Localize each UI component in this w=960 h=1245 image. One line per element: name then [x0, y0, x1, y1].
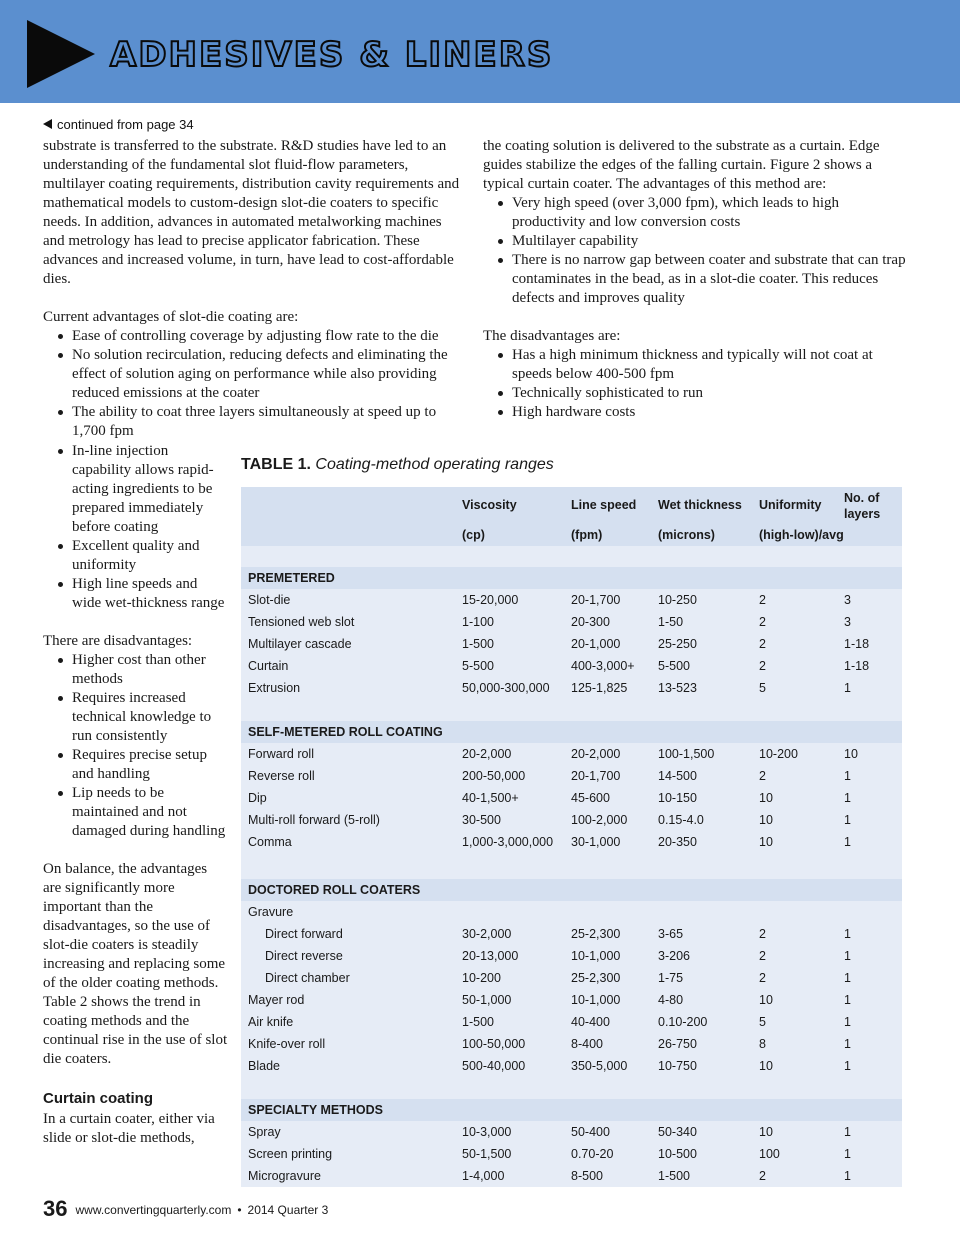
disadvantages-intro: There are disadvantages: [43, 633, 193, 649]
cell-viscosity: 10-200 [462, 971, 501, 985]
cell-thickness: 1-50 [658, 615, 684, 629]
cell-uniformity: 5 [759, 1015, 766, 1029]
cell-viscosity: 30-2,000 [462, 927, 512, 941]
cell-uniformity: 8 [759, 1037, 766, 1051]
table-row [241, 945, 902, 967]
footer-url[interactable]: www.convertingquarterly.com [75, 1203, 232, 1217]
cell-speed: 10-1,000 [571, 993, 621, 1007]
table-row [241, 1033, 902, 1055]
footer-separator: • [237, 1203, 242, 1217]
cell-uniformity: 10 [759, 813, 773, 827]
cell-uniformity: 10 [759, 993, 773, 1007]
section-premetered: PREMETERED [241, 567, 902, 589]
cell-method: Forward roll [248, 747, 314, 761]
cell-thickness: 20-350 [658, 835, 697, 849]
cell-uniformity: 10 [759, 791, 773, 805]
cell-method: Spray [248, 1125, 281, 1139]
cell-viscosity: 1-4,000 [462, 1169, 505, 1183]
cell-method: Slot-die [248, 593, 291, 607]
cell-thickness: 5-500 [658, 659, 690, 673]
cell-method: Direct forward [265, 927, 343, 941]
cell-thickness: 10-500 [658, 1147, 697, 1161]
unit-uniformity: (high-low)/avg [759, 528, 844, 542]
cell-method: Knife-over roll [248, 1037, 326, 1051]
cell-thickness: 100-1,500 [658, 747, 715, 761]
cell-viscosity: 50-1,500 [462, 1147, 512, 1161]
cell-layers: 1 [844, 769, 851, 783]
cell-layers: 1 [844, 1059, 851, 1073]
table-row [241, 809, 902, 831]
cell-viscosity: 1-500 [462, 1015, 494, 1029]
list-item: There is no narrow gap between coater and substrate that can trap contaminates in the bead, as in a slot-die coater. This reduces defects and improves quality [483, 251, 908, 308]
list-item: Requires increased technical knowledge to run consistently [43, 689, 228, 746]
cell-speed: 10-1,000 [571, 949, 621, 963]
table-label: TABLE 1. [241, 456, 311, 473]
table-row [241, 1055, 902, 1077]
cell-layers: 1 [844, 813, 851, 827]
table-row [241, 677, 902, 699]
cell-layers: 1 [844, 949, 851, 963]
cell-viscosity: 50-1,000 [462, 993, 512, 1007]
page-header [0, 0, 960, 103]
cell-viscosity: 1-100 [462, 615, 494, 629]
curtain-disadvantages-list [483, 346, 908, 422]
list-item: Very high speed (over 3,000 fpm), which leads to high productivity and low conversion costs [483, 194, 908, 232]
cell-speed: 25-2,300 [571, 927, 621, 941]
cell-layers: 1 [844, 1169, 851, 1183]
cell-uniformity: 2 [759, 659, 766, 673]
cell-layers: 1 [844, 681, 851, 695]
table-caption [241, 456, 554, 474]
curtain-continued-paragraph: the coating solution is delivered to the substrate as a curtain. Edge guides stabilize the edges of the falling curtain. Figure 2 shows a typical curtain coater. The advantages of this method are: [483, 138, 880, 192]
cell-layers: 1 [844, 1125, 851, 1139]
cell-uniformity: 5 [759, 681, 766, 695]
cell-uniformity: 2 [759, 615, 766, 629]
cell-uniformity: 2 [759, 593, 766, 607]
curtain-coating-heading: Curtain coating [43, 1090, 154, 1107]
advantages-intro: Current advantages of slot-die coating are: [43, 309, 299, 325]
table-row [241, 1121, 902, 1143]
list-item: Multilayer capability [483, 232, 908, 251]
cell-thickness: 3-206 [658, 949, 690, 963]
table-row [241, 765, 902, 787]
cell-thickness: 26-750 [658, 1037, 697, 1051]
page-footer [43, 1196, 328, 1222]
cell-thickness: 1-500 [658, 1169, 690, 1183]
unit-wet-thickness: (microns) [658, 528, 715, 542]
table-row [241, 967, 902, 989]
table-row [241, 989, 902, 1011]
cell-speed: 8-500 [571, 1169, 603, 1183]
cell-uniformity: 2 [759, 769, 766, 783]
cell-method: Air knife [248, 1015, 294, 1029]
cell-uniformity: 10-200 [759, 747, 798, 761]
table-row [241, 1143, 902, 1165]
cell-viscosity: 10-3,000 [462, 1125, 512, 1139]
header-viscosity: Viscosity [462, 498, 517, 512]
cell-thickness: 1-75 [658, 971, 684, 985]
cell-method: Reverse roll [248, 769, 315, 783]
cell-method: Direct chamber [265, 971, 350, 985]
cell-viscosity: 200-50,000 [462, 769, 526, 783]
table-row [241, 743, 902, 765]
cell-layers: 1 [844, 927, 851, 941]
cell-uniformity: 2 [759, 949, 766, 963]
cell-speed: 20-1,700 [571, 593, 621, 607]
cell-thickness: 0.10-200 [658, 1015, 708, 1029]
cell-uniformity: 10 [759, 835, 773, 849]
header-wet-thickness: Wet thickness [658, 498, 742, 512]
header-uniformity: Uniformity [759, 498, 822, 512]
table-row [241, 1165, 902, 1187]
cell-layers: 1 [844, 993, 851, 1007]
cell-speed: 20-1,700 [571, 769, 621, 783]
cell-layers: 3 [844, 615, 851, 629]
continued-note [43, 117, 194, 132]
table-row [241, 589, 902, 611]
cell-method: Comma [248, 835, 292, 849]
table-row [241, 831, 902, 853]
cell-thickness: 13-523 [658, 681, 697, 695]
cell-speed: 40-400 [571, 1015, 610, 1029]
cell-thickness: 10-150 [658, 791, 697, 805]
list-item: High hardware costs [483, 403, 908, 422]
cell-layers: 1-18 [844, 637, 870, 651]
cell-speed: 125-1,825 [571, 681, 628, 695]
list-item: No solution recirculation, reducing defects and eliminating the effect of solution aging on performance while also providing reduced emissions at the coater [43, 346, 463, 403]
cell-thickness: 10-750 [658, 1059, 697, 1073]
table-row [241, 1011, 902, 1033]
section-self-metered: SELF-METERED ROLL COATING [241, 721, 902, 743]
list-item: High line speeds and wide wet-thickness range [43, 575, 228, 613]
cell-method: Gravure [248, 905, 294, 919]
section-specialty: SPECIALTY METHODS [241, 1099, 902, 1121]
curtain-paragraph: In a curtain coater, either via slide or slot-die methods, [43, 1111, 215, 1146]
cell-method: Mayer rod [248, 993, 305, 1007]
cell-layers: 1-18 [844, 659, 870, 673]
advantages-list-wide [43, 327, 463, 441]
cell-uniformity: 10 [759, 1059, 773, 1073]
list-item: Excellent quality and uniformity [43, 537, 228, 575]
cell-speed: 50-400 [571, 1125, 610, 1139]
cell-layers: 1 [844, 971, 851, 985]
section-title: ADHESIVES & LINERS [110, 35, 554, 75]
cell-speed: 8-400 [571, 1037, 603, 1051]
cell-method: Screen printing [248, 1147, 333, 1161]
cell-layers: 1 [844, 1037, 851, 1051]
list-item: Has a high minimum thickness and typically will not coat at speeds below 400-500 fpm [483, 346, 908, 384]
intro-paragraph: substrate is transferred to the substrate. R&D studies have led to an understanding of the fundamental slot fluid-flow parameters, multilayer coating requirements, distribution cavity requirements and mathematical models to custom-design slot-die coaters to specific needs. In addition, advances in automated metalworking machines and metrology has lead to precise applicator fabrication. These advances and increased volume, in turn, have lead to cost-affordable dies. [43, 138, 460, 287]
cell-uniformity: 2 [759, 637, 766, 651]
cell-speed: 30-1,000 [571, 835, 621, 849]
table-row [241, 787, 902, 809]
left-column-top [43, 137, 463, 441]
table-row [241, 901, 902, 923]
list-item: Ease of controlling coverage by adjusting flow rate to the die [43, 327, 463, 346]
cell-viscosity: 100-50,000 [462, 1037, 526, 1051]
left-column-narrow [43, 442, 228, 1148]
cell-method: Tensioned web slot [248, 615, 355, 629]
cell-speed: 350-5,000 [571, 1059, 628, 1073]
cell-uniformity: 2 [759, 927, 766, 941]
cell-speed: 20-2,000 [571, 747, 621, 761]
continued-text: continued from page 34 [57, 117, 194, 132]
cell-thickness: 50-340 [658, 1125, 697, 1139]
cell-viscosity: 20-2,000 [462, 747, 512, 761]
table-row [241, 633, 902, 655]
cell-viscosity: 1-500 [462, 637, 494, 651]
cell-layers: 3 [844, 593, 851, 607]
cell-viscosity: 15-20,000 [462, 593, 519, 607]
play-triangle-icon [27, 20, 95, 88]
cell-layers: 1 [844, 1147, 851, 1161]
list-item: Technically sophisticated to run [483, 384, 908, 403]
footer-issue: 2014 Quarter 3 [247, 1203, 329, 1217]
cell-method: Curtain [248, 659, 289, 673]
table-row [241, 655, 902, 677]
cell-thickness: 25-250 [658, 637, 697, 651]
cell-uniformity: 10 [759, 1125, 773, 1139]
cell-layers: 1 [844, 1015, 851, 1029]
cell-thickness: 3-65 [658, 927, 684, 941]
table-header [241, 487, 902, 546]
cell-method: Blade [248, 1059, 280, 1073]
cell-layers: 1 [844, 791, 851, 805]
table-row [241, 923, 902, 945]
cell-method: Extrusion [248, 681, 301, 695]
cell-method: Multi-roll forward (5-roll) [248, 813, 380, 827]
page-number: 36 [43, 1196, 68, 1221]
cell-layers: 10 [844, 747, 858, 761]
disadvantages-list [43, 651, 228, 841]
section-doctored: DOCTORED ROLL COATERS [241, 879, 902, 901]
cell-thickness: 14-500 [658, 769, 697, 783]
unit-viscosity: (cp) [462, 528, 485, 542]
balance-paragraph: On balance, the advantages are significantly more important than the disadvantages, so the use of slot-die coaters is steadily increasing and replacing some of the older coating methods. Table 2 shows the trend in coating methods and the continual rise in the use of slot die coaters. [43, 861, 228, 1067]
list-item: The ability to coat three layers simultaneously at speed up to 1,700 fpm [43, 403, 463, 441]
right-column [483, 137, 908, 422]
cell-speed: 400-3,000+ [571, 659, 635, 673]
cell-viscosity: 50,000-300,000 [462, 681, 550, 695]
cell-thickness: 0.15-4.0 [658, 813, 704, 827]
cell-viscosity: 30-500 [462, 813, 501, 827]
cell-method: Dip [248, 791, 267, 805]
cell-viscosity: 5-500 [462, 659, 494, 673]
cell-viscosity: 20-13,000 [462, 949, 519, 963]
list-item: In-line injection capability allows rapid-acting ingredients to be prepared immediately before coating [43, 442, 228, 537]
cell-speed: 45-600 [571, 791, 610, 805]
table-title: Coating-method operating ranges [315, 456, 554, 473]
list-item: Lip needs to be maintained and not damaged during handling [43, 784, 228, 841]
cell-uniformity: 2 [759, 971, 766, 985]
cell-speed: 20-1,000 [571, 637, 621, 651]
cell-viscosity: 1,000-3,000,000 [462, 835, 554, 849]
cell-method: Direct reverse [265, 949, 343, 963]
cell-method: Multilayer cascade [248, 637, 352, 651]
list-item: Higher cost than other methods [43, 651, 228, 689]
cell-thickness: 10-250 [658, 593, 697, 607]
cell-speed: 25-2,300 [571, 971, 621, 985]
cell-viscosity: 500-40,000 [462, 1059, 526, 1073]
table-row [241, 611, 902, 633]
curtain-disadvantages-intro: The disadvantages are: [483, 328, 621, 344]
cell-uniformity: 100 [759, 1147, 780, 1161]
cell-uniformity: 2 [759, 1169, 766, 1183]
cell-speed: 20-300 [571, 615, 610, 629]
cell-speed: 0.70-20 [571, 1147, 614, 1161]
curtain-advantages-list [483, 194, 908, 308]
left-arrow-icon [43, 119, 52, 129]
header-line-speed: Line speed [571, 498, 637, 512]
cell-thickness: 4-80 [658, 993, 684, 1007]
header-layers: No. of layers [844, 491, 881, 521]
unit-line-speed: (fpm) [571, 528, 603, 542]
advantages-list-narrow [43, 442, 228, 613]
cell-speed: 100-2,000 [571, 813, 628, 827]
list-item: Requires precise setup and handling [43, 746, 228, 784]
cell-method: Microgravure [248, 1169, 321, 1183]
cell-layers: 1 [844, 835, 851, 849]
cell-viscosity: 40-1,500+ [462, 791, 519, 805]
coating-ranges-table [241, 487, 902, 1187]
